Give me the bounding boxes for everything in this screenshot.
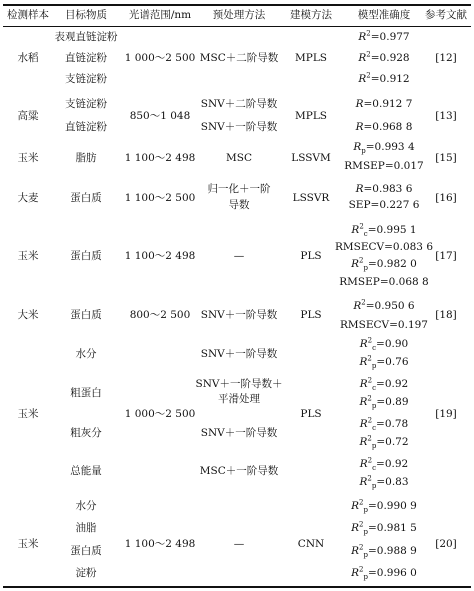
model-cell: LSSVM [291,152,331,164]
accuracy-cell: $R^2_p=0.990$ 9 [351,498,417,515]
header-preprocess: 预处理方法 [212,9,266,21]
preprocess-cell: 平滑处理 [218,393,260,405]
model-cell: MPLS [295,110,327,122]
range-cell: 1 100～2 498 [124,250,196,262]
model-cell: CNN [297,538,325,550]
preprocess-cell: 导数 [228,199,250,211]
accuracy-cell: $R^2_c=0.995$ 1 [351,222,417,239]
preprocess-cell: SNV＋一阶导数 [200,121,278,133]
accuracy-cell: $R^2_c=0.90$ [359,336,409,353]
accuracy-cell: RMSEP=0.068 8 [339,276,429,288]
target-cell: 支链淀粉 [65,98,107,110]
preprocess-cell: SNV＋一阶导数＋ [195,378,283,390]
sample-cell: 高粱 [17,110,39,122]
preprocess-cell: MSC＋二阶导数 [199,52,279,64]
model-cell: PLS [300,250,322,262]
sample-cell: 大麦 [17,192,39,204]
target-cell: 水分 [75,348,97,360]
header-model: 建模方法 [290,9,332,21]
range-cell: 1 000～2 500 [124,52,196,64]
target-cell: 表观直链淀粉 [54,31,118,43]
target-cell: 淀粉 [75,567,97,579]
range-cell: 1 100～2 498 [124,152,196,164]
target-cell: 粗蛋白 [70,387,102,399]
reference-cell: [18] [435,309,457,321]
accuracy-cell: $R^2=0.977$ [358,29,410,43]
range-cell: 800～2 500 [129,309,191,321]
sample-cell: 玉米 [17,250,39,262]
reference-cell: [15] [435,152,457,164]
range-cell: 1 000～2 500 [124,408,196,420]
reference-cell: [17] [435,250,457,262]
sample-cell: 玉米 [17,538,39,550]
target-cell: 蛋白质 [70,545,102,557]
preprocess-cell: 归一化＋一阶 [207,183,271,195]
reference-cell: [16] [435,192,457,204]
top-rule [3,4,471,6]
accuracy-cell: $R^2_p=0.72$ [359,434,409,451]
reference-cell: [19] [435,408,457,420]
preprocess-cell: SNV＋一阶导数 [200,427,278,439]
target-cell: 蛋白质 [70,192,102,204]
accuracy-cell: $R^2=0.928$ [358,50,410,64]
target-cell: 蛋白质 [70,250,102,262]
accuracy-cell: $R^2_c=0.78$ [359,416,409,433]
accuracy-cell: $R^2_p=0.76$ [359,354,409,371]
accuracy-cell: $R^2_p=0.83$ [359,474,409,491]
sample-cell: 大米 [17,309,39,321]
accuracy-cell: SEP=0.227 6 [348,199,420,211]
accuracy-cell: RMSECV=0.197 [340,319,428,331]
target-cell: 蛋白质 [70,309,102,321]
accuracy-cell: $R_p=0.993$ 4 [353,141,415,156]
target-cell: 总能量 [70,465,102,477]
accuracy-cell: $R^2_c=0.92$ [359,456,409,473]
header-target: 目标物质 [65,9,107,21]
accuracy-cell: R=0.983 6 [355,183,413,195]
header-rule [3,26,471,27]
range-cell: 1 100～2 498 [124,538,196,550]
preprocess-cell: SNV＋一阶导数 [200,309,278,321]
header-range: 光谱范围/nm [128,9,192,21]
reference-cell: [13] [435,110,457,122]
preprocess-cell: — [233,538,245,550]
range-cell: 1 100～2 500 [124,192,196,204]
model-cell: LSSVR [292,192,330,204]
sample-cell: 玉米 [17,408,39,420]
accuracy-cell: $R^2=0.950$ 6 [353,298,415,312]
accuracy-cell: R=0.968 8 [355,121,413,133]
accuracy-cell: $R^2_p=0.996$ 0 [351,565,417,582]
target-cell: 水分 [75,500,97,512]
target-cell: 脂肪 [75,152,97,164]
accuracy-cell: $R^2_p=0.89$ [359,394,409,411]
sample-cell: 水稻 [17,52,39,64]
accuracy-cell: $R^2=0.912$ [358,71,410,85]
preprocess-cell: — [233,250,245,262]
target-cell: 油脂 [75,522,97,534]
range-cell: 850～1 048 [129,110,191,122]
header-accuracy: 模型准确度 [357,9,411,21]
model-cell: PLS [300,408,322,420]
bottom-rule [3,586,471,588]
accuracy-cell: $R^2_c=0.92$ [359,376,409,393]
target-cell: 支链淀粉 [65,73,107,85]
preprocess-cell: SNV＋二阶导数 [200,98,278,110]
preprocess-cell: MSC＋一阶导数 [199,465,279,477]
header-sample: 检测样本 [7,9,49,21]
header-reference: 参考文献 [425,9,467,21]
accuracy-cell: R=0.912 7 [355,98,413,110]
preprocess-cell: MSC [226,152,252,164]
reference-cell: [20] [435,538,457,550]
accuracy-cell: $R^2_p=0.988$ 9 [351,543,417,560]
target-cell: 直链淀粉 [65,52,107,64]
model-cell: MPLS [295,52,327,64]
accuracy-cell: RMSECV=0.083 6 [334,241,434,253]
reference-cell: [12] [435,52,457,64]
accuracy-cell: $R^2_p=0.981$ 5 [351,520,417,537]
target-cell: 直链淀粉 [65,121,107,133]
preprocess-cell: SNV＋一阶导数 [200,348,278,360]
model-cell: PLS [300,309,322,321]
accuracy-cell: RMSEP=0.017 [344,160,424,172]
accuracy-cell: $R^2_p=0.982$ 0 [351,256,417,273]
target-cell: 粗灰分 [70,427,102,439]
sample-cell: 玉米 [17,152,39,164]
